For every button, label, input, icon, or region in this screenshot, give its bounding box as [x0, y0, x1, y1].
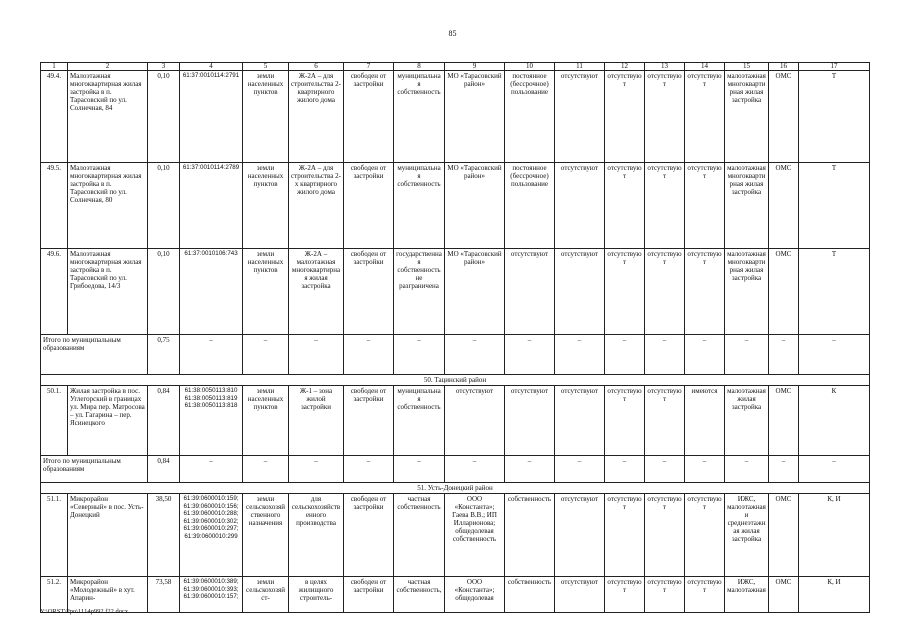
total-cell: –	[445, 456, 505, 483]
table-cell: отсутствуют	[555, 163, 605, 249]
district-section-row	[41, 375, 870, 386]
table-cell: постоянное (бессрочное) пользование	[505, 163, 555, 249]
table-cell: отсутствуют	[645, 386, 685, 456]
table-cell: отсутствуют	[645, 249, 685, 335]
total-cell: –	[799, 335, 870, 375]
table-cell: ООО «Константа»; Гаева В.В.; ИП Илларионова; общедолевая собственность	[445, 494, 505, 577]
column-number: 8	[394, 63, 445, 71]
total-cell: –	[685, 335, 725, 375]
table-cell: отсутствуют	[685, 249, 725, 335]
column-number: 5	[243, 63, 289, 71]
table-cell: К, И	[799, 494, 870, 577]
table-cell: собственность	[505, 577, 555, 613]
table-cell: свободен от застройки	[344, 577, 394, 613]
table-row	[41, 163, 870, 249]
file-path-footer: Y:\ORST\Ppo\1114p992.f22.docx	[40, 608, 129, 615]
table-row	[41, 71, 870, 163]
table-cell: отсутствуют	[445, 386, 505, 456]
column-number: 7	[344, 63, 394, 71]
table-cell: 0,10	[148, 249, 180, 335]
table-cell: Жилая застройка в пос. Углегорский в границах ул. Мира пер. Матросова – ул. Гагарина – пер. Ясинецкого	[68, 386, 148, 456]
total-cell: –	[243, 335, 289, 375]
table-cell: муниципальная собственность	[394, 163, 445, 249]
total-cell: –	[605, 335, 645, 375]
table-cell: 49.6.	[41, 249, 68, 335]
table-cell: отсутствуют	[555, 71, 605, 163]
table-cell: Т	[799, 249, 870, 335]
district-title: 51. Усть-Донецкий район	[41, 483, 870, 494]
column-number: 9	[445, 63, 505, 71]
table-cell: ИЖС, малоэтажная	[725, 577, 769, 613]
table-cell: отсутствуют	[555, 386, 605, 456]
table-cell: отсутствуют	[555, 249, 605, 335]
total-cell: –	[505, 456, 555, 483]
table-cell: отсутствуют	[685, 163, 725, 249]
table-cell: МО «Тарасовский район»	[445, 163, 505, 249]
table-cell: 61:39:0600010:159; 61:39:0600010:156; 61:39:0600010:288; 61:39:0600010:302; 61:39:0600010:297; 61:39:0600010:299	[180, 494, 243, 577]
table-cell: Микрорайон «Молодежный» в хут. Апарин-	[68, 577, 148, 613]
table-cell: отсутствуют	[605, 249, 645, 335]
table-cell: малоэтажная многоквартирная жилая застройка	[725, 163, 769, 249]
total-cell: –	[769, 456, 799, 483]
total-cell: –	[394, 456, 445, 483]
total-cell: –	[445, 335, 505, 375]
table-cell: Малоэтажная многоквартирная жилая застройка в п. Тарасовский по ул. Солнечная, 84	[68, 71, 148, 163]
table-cell: 0,84	[148, 386, 180, 456]
table-cell: частная собственность,	[394, 577, 445, 613]
column-number: 12	[605, 63, 645, 71]
table-cell: ОМС	[769, 71, 799, 163]
table-cell: К, И	[799, 577, 870, 613]
column-number: 4	[180, 63, 243, 71]
table-cell: муниципальная собственность	[394, 386, 445, 456]
table-cell: 61:39:0600010:389; 61:39:0600010:393; 61:39:0600010:157;	[180, 577, 243, 613]
total-label: Итого по муниципальным образованиям	[41, 456, 148, 483]
table-cell: земли населенных пунктов	[243, 71, 289, 163]
total-row	[41, 335, 870, 375]
total-cell: –	[645, 456, 685, 483]
column-number: 3	[148, 63, 180, 71]
table-cell: отсутствуют	[605, 163, 645, 249]
table-cell: 61:38:0050113:810 61:38:0050113:819 61:38:0050113:818	[180, 386, 243, 456]
table-cell: свободен от застройки	[344, 71, 394, 163]
table-cell: 38,50	[148, 494, 180, 577]
table-cell: имеются	[685, 386, 725, 456]
table-cell: муниципальная собственность	[394, 71, 445, 163]
table-cell: 51.2.	[41, 577, 68, 613]
column-number: 15	[725, 63, 769, 71]
table-cell: Ж-2А – для строительства 2-квартирного жилого дома	[289, 71, 344, 163]
table-cell: постоянное (бессрочное) пользование	[505, 71, 555, 163]
table-cell: 49.4.	[41, 71, 68, 163]
table-cell: свободен от застройки	[344, 494, 394, 577]
total-cell: –	[180, 335, 243, 375]
table-cell: МО «Тарасовский район»	[445, 249, 505, 335]
table-cell: земли населенных пунктов	[243, 386, 289, 456]
total-cell: 0,75	[148, 335, 180, 375]
table-cell: отсутствуют	[555, 494, 605, 577]
table-cell: свободен от застройки	[344, 163, 394, 249]
table-cell: в целях жилищного строитель-	[289, 577, 344, 613]
table-cell: 0,10	[148, 163, 180, 249]
table-cell: отсутствуют	[605, 494, 645, 577]
table-cell: МО «Тарасовский район»	[445, 71, 505, 163]
total-cell: –	[555, 456, 605, 483]
total-cell: –	[243, 456, 289, 483]
district-section-row	[41, 483, 870, 494]
table-cell: 50.1.	[41, 386, 68, 456]
table-cell: отсутствуют	[645, 71, 685, 163]
table-cell: ОМС	[769, 163, 799, 249]
column-number-row	[41, 63, 870, 71]
total-cell: –	[685, 456, 725, 483]
district-title: 50. Тацинский район	[41, 375, 870, 386]
table-cell: отсутствуют	[645, 494, 685, 577]
column-number: 6	[289, 63, 344, 71]
table-cell: 61:37:0010106:743	[180, 249, 243, 335]
table-cell: государственная собственность не разграничена	[394, 249, 445, 335]
table-cell: малоэтажная многоквартирная жилая застройка	[725, 249, 769, 335]
page-number: 85	[448, 29, 457, 38]
column-number: 10	[505, 63, 555, 71]
total-cell: –	[289, 335, 344, 375]
column-number: 11	[555, 63, 605, 71]
column-number: 14	[685, 63, 725, 71]
table-cell: К	[799, 386, 870, 456]
total-cell: –	[645, 335, 685, 375]
table-row	[41, 494, 870, 577]
table-cell: земли населенных пунктов	[243, 163, 289, 249]
table-cell: 61:37:0010114:2789	[180, 163, 243, 249]
total-cell: –	[289, 456, 344, 483]
table-cell: Ж-2А – для строительства 2-х квартирного жилого дома	[289, 163, 344, 249]
table-cell: отсутствуют	[505, 249, 555, 335]
total-cell: –	[394, 335, 445, 375]
table-cell: ОМС	[769, 386, 799, 456]
total-cell: –	[344, 335, 394, 375]
table-cell: отсутствуют	[645, 577, 685, 613]
table-cell: малоэтажная жилая застройка	[725, 386, 769, 456]
table-cell: ОМС	[769, 494, 799, 577]
total-cell: –	[725, 335, 769, 375]
table-cell: земли сельскохозяйст-	[243, 577, 289, 613]
table-cell: Ж-2А – малоэтажная многоквартирная жилая застройка	[289, 249, 344, 335]
column-number: 13	[645, 63, 685, 71]
table-cell: 61:37:0010114:2791	[180, 71, 243, 163]
total-label: Итого по муниципальным образованиям	[41, 335, 148, 375]
table-cell: 49.5.	[41, 163, 68, 249]
table-cell: малоэтажная многоквартирная жилая застройка	[725, 71, 769, 163]
table-cell: Ж-1 – зона жилой застройки	[289, 386, 344, 456]
table-cell: частная собственность	[394, 494, 445, 577]
table-cell: отсутствуют	[685, 494, 725, 577]
table-row	[41, 577, 870, 613]
total-row	[41, 456, 870, 483]
table-cell: 51.1.	[41, 494, 68, 577]
column-number: 1	[41, 63, 68, 71]
table-cell: для сельскохозяйственного производства	[289, 494, 344, 577]
column-number: 17	[799, 63, 870, 71]
table-cell: 0,10	[148, 71, 180, 163]
table-cell: отсутствуют	[645, 163, 685, 249]
total-cell: –	[605, 456, 645, 483]
table-cell: отсутствуют	[685, 71, 725, 163]
table-cell: отсутствуют	[685, 577, 725, 613]
table-cell: ОМС	[769, 577, 799, 613]
total-cell: –	[180, 456, 243, 483]
table-cell: Малоэтажная многоквартирная жилая застройка в п. Тарасовский по ул. Солнечная, 80	[68, 163, 148, 249]
table-cell: ИЖС, малоэтажная и среднеэтажная жилая застройка	[725, 494, 769, 577]
table-row	[41, 249, 870, 335]
land-plot-table	[40, 62, 869, 613]
table-cell: земли населенных пунктов	[243, 249, 289, 335]
total-cell: –	[799, 456, 870, 483]
total-cell: –	[725, 456, 769, 483]
table-cell: Т	[799, 163, 870, 249]
table-cell: отсутствуют	[605, 577, 645, 613]
table-row	[41, 386, 870, 456]
total-cell: 0,84	[148, 456, 180, 483]
table-cell: ОМС	[769, 249, 799, 335]
table-cell: свободен от застройки	[344, 386, 394, 456]
total-cell: –	[555, 335, 605, 375]
table-cell: отсутствуют	[505, 386, 555, 456]
table-cell: отсутствуют	[605, 71, 645, 163]
table-cell: ООО «Константа»; общедолевая	[445, 577, 505, 613]
total-cell: –	[505, 335, 555, 375]
table-cell: 73,58	[148, 577, 180, 613]
column-number: 2	[68, 63, 148, 71]
table-cell: отсутствуют	[555, 577, 605, 613]
table-cell: земли сельскохозяйственного назначения	[243, 494, 289, 577]
table-cell: собственность	[505, 494, 555, 577]
total-cell: –	[769, 335, 799, 375]
table-cell: Малоэтажная многоквартирная жилая застройка в п. Тарасовский по ул. Грибоедова, 14/3	[68, 249, 148, 335]
total-cell: –	[344, 456, 394, 483]
table-cell: отсутствуют	[605, 386, 645, 456]
table-cell: Микрорайон «Северный» в пос. Усть-Донецкий	[68, 494, 148, 577]
table-cell: Т	[799, 71, 870, 163]
table-cell: свободен от застройки	[344, 249, 394, 335]
column-number: 16	[769, 63, 799, 71]
